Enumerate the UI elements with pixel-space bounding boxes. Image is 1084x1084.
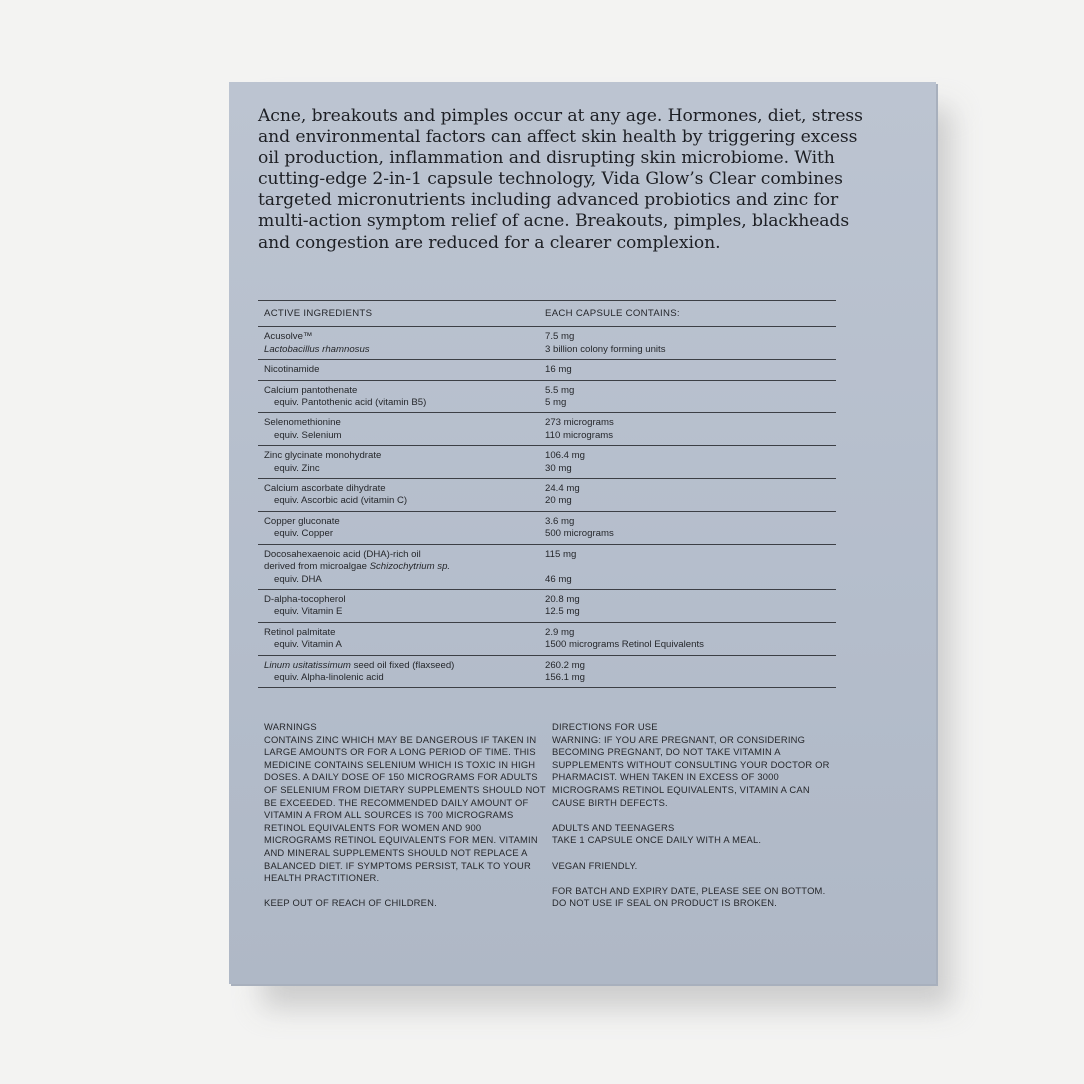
ingredient-name: seed oil fixed (flaxseed) [350,659,455,671]
ingredient-name: Acusolve™ [264,331,313,343]
ingredient-name: Nicotinamide [264,364,320,376]
ingredient-source: derived from microalgae [264,561,370,573]
amount-sub: 5 mg [545,397,567,409]
ingredient-sub: equiv. Zinc [274,462,320,474]
ingredient-name: Calcium pantothenate [264,384,358,396]
warnings-body: CONTAINS ZINC WHICH MAY BE DANGEROUS IF TAKEN IN LARGE AMOUNTS OR FOR A LONG PERIOD OF TIME. THIS MEDICINE CONTAINS SELENIUM WHICH IS TOXIC IN HIGH DOSES. A DAILY DOSE OF 150 MICROGRAMS FOR ADULTS OF SELENIUM FROM DIETARY SUPPLEMENTS SHOULD NOT BE EXCEEDED. THE RECOMMENDED DAILY AMOUNT OF VITAMIN A FROM ALL SOURCES IS 700 MICROGRAMS RETINOL EQUIVALENTS FOR WOMEN AND 900 MICROGRAMS RETINOL EQUIVALENTS FOR MEN. VITAMIN AND MINERAL SUPPLEMENTS SHOULD NOT REPLACE A BALANCED DIET. IF SYMPTOMS PERSIST, TALK TO YOUR HEALTH PRACTITIONER. [264,733,546,884]
amount: 273 micrograms [545,417,614,429]
header-active-ingredients: ACTIVE INGREDIENTS [264,308,373,319]
table-row [258,327,836,360]
table-header [258,300,836,327]
ingredient-sub: Lactobacillus rhamnosus [264,343,370,355]
amount: 260.2 mg [545,659,586,671]
ingredient-name: Copper gluconate [264,515,340,527]
amount-sub: 12.5 mg [545,606,580,618]
ingredient-name: D-alpha-tocopherol [264,593,346,605]
warnings-title: WARNINGS [264,721,317,732]
table-row [258,446,836,479]
adults-dosage: TAKE 1 CAPSULE ONCE DAILY WITH A MEAL. [552,834,762,846]
amount-sub: 500 micrograms [545,528,614,540]
pregnancy-warning: WARNING: IF YOU ARE PREGNANT, OR CONSIDERING BECOMING PREGNANT, DO NOT TAKE VITAMIN A SUPPLEMENTS WITHOUT CONSULTING YOUR DOCTOR OR PHARMACIST. WHEN TAKEN IN EXCESS OF 3000 MICROGRAMS RETINOL EQUIVALENTS, VITAMIN A CAN CAUSE BIRTH DEFECTS. [552,733,830,808]
amount-sub: 110 micrograms [545,429,614,441]
ingredient-name: Retinol palmitate [264,626,336,638]
ingredient-sub: equiv. Pantothenic acid (vitamin B5) [274,397,427,409]
keep-out-of-reach: KEEP OUT OF REACH OF CHILDREN. [264,897,437,909]
ingredient-name: Zinc glycinate monohydrate [264,450,382,462]
table-row [258,360,836,380]
table-row [258,545,836,590]
table-row [258,623,836,656]
amount: 16 mg [545,364,572,376]
table-row [258,413,836,446]
intro-paragraph: Acne, breakouts and pimples occur at any age. Hormones, diet, stress and environmental factors can affect skin health by triggering excess oil production, inflammation and disrupting skin microbiome. With cutting-edge 2-in-1 capsule technology, Vida Glow’s Clear combines targeted micronutrients including advanced probiotics and zinc for multi-action symptom relief of acne. Breakouts, pimples, blackheads and congestion are reduced for a clearer complexion. [258,106,863,253]
amount-sub: 156.1 mg [545,671,586,683]
amount: 7.5 mg [545,331,575,343]
directions-title: DIRECTIONS FOR USE [552,721,658,732]
amount: 3.6 mg [545,515,575,527]
vegan-friendly: VEGAN FRIENDLY. [552,859,638,871]
ingredient-sub: equiv. Alpha-linolenic acid [274,671,384,683]
amount-sub: 30 mg [545,462,572,474]
batch-expiry-note: FOR BATCH AND EXPIRY DATE, PLEASE SEE ON BOTTOM. DO NOT USE IF SEAL ON PRODUCT IS BROKEN. [552,884,826,909]
table-row [258,590,836,623]
amount: 106.4 mg [545,450,586,462]
table-row [258,479,836,512]
amount-sub: 20 mg [545,495,572,507]
amount-sub: 1500 micrograms Retinol Equivalents [545,639,704,651]
amount: 20.8 mg [545,593,580,605]
ingredient-sub: equiv. Vitamin A [274,639,342,651]
ingredient-sub: equiv. Copper [274,528,334,540]
amount-sub: 3 billion colony forming units [545,343,666,355]
ingredient-name: Calcium ascorbate dihydrate [264,483,386,495]
ingredient-sub: equiv. Selenium [274,429,342,441]
table-row [258,512,836,545]
ingredient-sub: equiv. Vitamin E [274,606,343,618]
amount: 5.5 mg [545,384,575,396]
ingredient-species: Linum usitatissimum [264,659,351,671]
warnings-section [264,721,549,923]
ingredient-species: Schizochytrium sp. [369,561,451,573]
ingredient-name: Selenomethionine [264,417,341,429]
adults-title: ADULTS AND TEENAGERS [552,821,675,833]
ingredient-sub: equiv. DHA [274,573,322,585]
table-row [258,656,836,689]
directions-section [552,721,842,923]
table-row [258,381,836,414]
header-each-capsule: EACH CAPSULE CONTAINS: [545,308,680,319]
amount-sub: 46 mg [545,573,572,585]
ingredients-table [258,300,836,688]
amount: 115 mg [545,548,577,560]
amount: 24.4 mg [545,483,580,495]
ingredient-name: Docosahexaenoic acid (DHA)-rich oil [264,548,421,560]
amount: 2.9 mg [545,626,575,638]
ingredient-sub: equiv. Ascorbic acid (vitamin C) [274,495,408,507]
